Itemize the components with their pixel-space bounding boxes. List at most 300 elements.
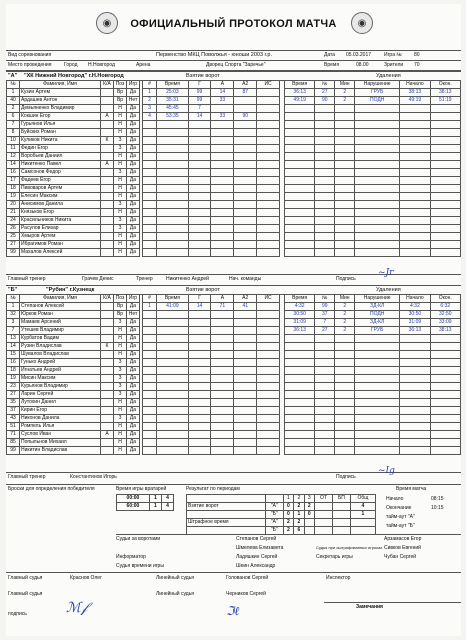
goal-row [143,249,280,257]
goal-time [157,447,189,455]
goal-assist2 [234,201,257,209]
penalty-start [400,161,430,169]
penalty-foul [355,241,400,249]
penalty-minutes [335,375,355,383]
col-number: № [7,81,20,89]
player-played: Да [127,121,140,129]
arena-label: Арена [136,62,151,68]
penalty-row [285,161,461,169]
penalty-start [400,407,430,415]
player-row [7,241,140,249]
goal-time [157,241,189,249]
goal-scorer [188,137,211,145]
goal-scorer [188,169,211,177]
col-assist: А [211,81,234,89]
goal-time [157,233,189,241]
player-row [7,415,140,423]
player-number: 43 [7,415,20,423]
goal-scorer [188,225,211,233]
penalty-minutes [335,177,355,185]
penalty-foul [355,129,400,137]
player-role [101,121,114,129]
player-played: Да [127,89,140,97]
goal-scorer: 7 [188,105,211,113]
player-played: Да [127,113,140,121]
player-position: З [114,367,127,375]
penalty-foul [355,359,400,367]
goal-number [143,145,157,153]
main-referee-label: Главный судья [8,575,43,581]
penalty-start [400,359,430,367]
player-played: Да [127,431,140,439]
goal-assist2 [234,399,257,407]
penalty-foul [355,209,400,217]
goal-number [143,161,157,169]
penalty-foul [355,153,400,161]
goal-row [143,89,280,97]
penalty-end [430,145,460,153]
player-number: 40 [7,97,20,105]
col-assist2: А2 [234,81,257,89]
penalty-end: 51:19 [430,97,460,105]
goal-number [143,249,157,257]
goal-time [157,431,189,439]
goal-assist [211,161,234,169]
penalty-foul [355,367,400,375]
penalty-minutes [335,415,355,423]
player-name: Ларин Сергей [20,391,101,399]
goal-situation [257,327,280,335]
goal-number [143,311,157,319]
line-referee-1: Голованов Сергей [226,575,269,581]
goal-row [143,177,280,185]
player-name: Гурьянов Илья [20,121,101,129]
penalty-end [430,351,460,359]
player-role [101,359,114,367]
penalty-row [285,233,461,241]
goal-scorer [188,423,211,431]
player-number: 2 [7,105,20,113]
player-role [101,447,114,455]
period-header-row [187,495,376,503]
goal-row [143,335,280,343]
penalty-time: 31:09 [285,319,315,327]
goal-assist [211,249,234,257]
penalty-time [285,177,315,185]
penalty-row [285,343,461,351]
penalty-start [400,217,430,225]
penalty-player [315,249,335,257]
goal-row [143,447,280,455]
period-label: 3 [304,495,314,503]
player-position: Н [114,439,127,447]
penalty-minutes [335,185,355,193]
penalty-start [400,225,430,233]
goal-row [143,137,280,145]
player-row [7,225,140,233]
goal-row [143,209,280,217]
player-name: Хмыров Артем [20,233,101,241]
player-name: Степанов Алексей [20,303,101,311]
penalty-end [430,407,460,415]
player-row [7,177,140,185]
pen-a-row-label: Штрафное время [187,519,266,527]
penalty-time [285,375,315,383]
penalty-foul: ГРУБ [355,89,400,97]
penalty-end [430,367,460,375]
goal-time [157,177,189,185]
player-role: К [101,137,114,145]
team-b-signature: ~Ig [378,466,395,476]
penalty-row [285,241,461,249]
pen-a-row-total [350,519,375,527]
player-row [7,105,140,113]
goal-situation [257,177,280,185]
player-position: Н [114,161,127,169]
goal-number: 2 [143,97,157,105]
penalty-player: 27 [315,327,335,335]
player-played: Да [127,423,140,431]
goal-scorer [188,201,211,209]
goal-row [143,169,280,177]
penalty-start [400,105,430,113]
penalty-end: 32:50 [430,311,460,319]
player-played: Нет [127,311,140,319]
goal-situation [257,383,280,391]
goal-assist [211,217,234,225]
penalty-time [285,137,315,145]
pen-a-row-value [304,519,314,527]
goal-time [157,129,189,137]
penalty-row [285,249,461,257]
goal-situation [257,359,280,367]
goal-time [157,399,189,407]
penalty-time [285,407,315,415]
player-number: 17 [7,177,20,185]
penalty-start [400,249,430,257]
player-row [7,343,140,351]
player-name: Ибрагимов Роман [20,241,101,249]
goal-assist [211,415,234,423]
penalty-minutes [335,383,355,391]
col-goal-num: # [143,81,157,89]
goal-situation [257,423,280,431]
goal-assist [211,241,234,249]
player-name: Утешев Владимир [20,327,101,335]
player-played: Да [127,359,140,367]
penalty-time [285,153,315,161]
player-position: Вр [114,97,127,105]
penalty-foul [355,423,400,431]
goal-situation [257,399,280,407]
penalty-player [315,153,335,161]
player-number: 7 [7,121,20,129]
shootout-label: Броски для определения победителя [8,486,95,492]
goal-assist2 [234,375,257,383]
player-role: А [101,161,114,169]
main-referee-label-2: Главный судья [8,591,43,597]
penalty-row [285,129,461,137]
referee-signature: ℳ𝒻 [66,600,88,616]
goal-time: 45:45 [157,105,189,113]
goal-assist [211,359,234,367]
player-played: Нет [127,97,140,105]
penalty-minutes [335,423,355,431]
goal-situation [257,311,280,319]
goal-scorer [188,431,211,439]
goal-row [143,415,280,423]
col-played: Игр [127,295,140,303]
penalty-end [430,359,460,367]
player-played: Да [127,383,140,391]
player-played: Да [127,185,140,193]
player-name: Елесин Максим [20,193,101,201]
penalty-time [285,439,315,447]
goal-situation [257,407,280,415]
informer: Ладяшкин Сергей [236,554,278,560]
penalty-player [315,351,335,359]
penalty-start [400,209,430,217]
penalty-row [285,121,461,129]
player-row [7,153,140,161]
player-row [7,249,140,257]
penalty-minutes [335,399,355,407]
goal-number [143,193,157,201]
penalty-end [430,169,460,177]
goal-scorer [188,233,211,241]
score-b-row-total: 1 [350,511,375,519]
goal-assist2 [234,97,257,105]
team-a-roster [6,80,140,257]
col-goal-time: Время [157,295,189,303]
goal-row [143,311,280,319]
penalty-start [400,391,430,399]
penalty-minutes [335,161,355,169]
goal-row [143,303,280,311]
goal-time [157,217,189,225]
penalty-player [315,201,335,209]
penalty-time [285,113,315,121]
goal-assist2: 90 [234,113,257,121]
goal-assist2 [234,129,257,137]
penalty-start [400,343,430,351]
penalty-end [430,415,460,423]
player-role [101,423,114,431]
col-pos: Поз [114,81,127,89]
goal-situation [257,391,280,399]
goal-scorer [188,241,211,249]
penalty-start [400,383,430,391]
goal-assist2 [234,351,257,359]
pens-a-header-row [285,81,461,89]
competition-label: Вид соревнования [8,52,52,58]
goal-number [143,359,157,367]
player-role: А [101,113,114,121]
penalty-row [285,319,461,327]
player-number: 51 [7,423,20,431]
goal-situation [257,89,280,97]
player-position: Н [114,431,127,439]
col-pen-start: Начало [400,81,430,89]
goal-row [143,319,280,327]
penalty-row [285,351,461,359]
penalty-time [285,447,315,455]
goal-number [143,391,157,399]
player-row [7,217,140,225]
player-played: Да [127,105,140,113]
goal-scorer: 99 [188,97,211,105]
goal-assist [211,311,234,319]
penalty-player [315,241,335,249]
penalty-start: 4:32 [400,303,430,311]
penalty-end [430,129,460,137]
goal-time [157,367,189,375]
goal-assist: 71 [211,303,234,311]
place-label: Место проведения [8,62,52,68]
penalty-start [400,367,430,375]
player-number: 25 [7,233,20,241]
penalty-end: 33:09 [430,319,460,327]
player-row [7,447,140,455]
penalty-foul [355,177,400,185]
penalty-player [315,399,335,407]
time-value: 08.00 [356,62,369,68]
goal-situation [257,97,280,105]
goal-number [143,351,157,359]
goal-number [143,439,157,447]
col-pos: Поз [114,295,127,303]
goal-row [143,161,280,169]
player-role [101,217,114,225]
player-position: Н [114,327,127,335]
penalty-foul: ПОДН [355,311,400,319]
player-role [101,415,114,423]
penalty-start: 49:19 [400,97,430,105]
player-row [7,137,140,145]
player-position: З [114,169,127,177]
player-role [101,177,114,185]
goal-scorer [188,145,211,153]
penalty-time [285,217,315,225]
referee-sign-label: подпись [8,611,27,617]
player-number: 13 [7,335,20,343]
goal-scorer [188,177,211,185]
goal-number [143,431,157,439]
goal-row [143,407,280,415]
goal-row [143,367,280,375]
goal-number: 3 [143,105,157,113]
player-number: 1 [7,303,20,311]
goal-scorer [188,193,211,201]
goal-situation [257,169,280,177]
penalty-foul [355,225,400,233]
player-number: 11 [7,145,20,153]
period-results [186,494,376,535]
player-name: Игнатьев Андрей [20,367,101,375]
team-b-pen-title: Удаления [376,287,401,293]
player-position: Н [114,233,127,241]
penalty-start [400,375,430,383]
penalty-foul [355,185,400,193]
protocol-page [6,4,461,636]
penalty-foul [355,391,400,399]
federation-logo-icon: ◉ [351,12,373,34]
goal-number [143,169,157,177]
pen-b-row-team: "Б" [265,527,283,535]
goal-scorer [188,415,211,423]
player-role [101,383,114,391]
goal-row [143,153,280,161]
col-pen-end: Окон. [430,81,460,89]
penalty-foul [355,439,400,447]
player-position: З [114,201,127,209]
player-name: Мамаев Арсений [20,319,101,327]
penalty-time [285,359,315,367]
goal-assist2 [234,391,257,399]
player-row [7,209,140,217]
player-row [7,335,140,343]
player-position: З [114,359,127,367]
result-label: Результат по периодам [186,486,240,492]
goal-time: 53:35 [157,113,189,121]
penalty-time: 36:13 [285,327,315,335]
pen-a-row-value: 2 [294,519,304,527]
goal-time [157,391,189,399]
penalty-time: 30:50 [285,311,315,319]
penalty-foul: ЗД-КЛ [355,303,400,311]
goal-row [143,399,280,407]
penalty-end [430,241,460,249]
player-position: Вр [114,303,127,311]
penalty-start: 31:09 [400,319,430,327]
team-a-sign-label: Подпись [336,276,356,282]
goal-situation [257,439,280,447]
team-a-signature: ~Jr [378,268,394,278]
penalty-row [285,97,461,105]
goal-row [143,351,280,359]
goal-time [157,359,189,367]
player-position: Н [114,209,127,217]
goal-time [157,121,189,129]
penalty-start [400,201,430,209]
penalty-minutes [335,169,355,177]
player-role [101,129,114,137]
goal-assist [211,335,234,343]
player-number: 8 [7,129,20,137]
penalty-minutes [335,249,355,257]
player-played: Да [127,415,140,423]
player-played: Да [127,439,140,447]
roster-a-header-row [7,81,140,89]
goal-number [143,407,157,415]
penalty-time [285,161,315,169]
goal-number [143,121,157,129]
goal-row [143,343,280,351]
penalty-foul [355,343,400,351]
score-b-row-value [315,511,333,519]
spectators-label: Зрители [384,62,404,68]
goal-assist [211,343,234,351]
end-label: Окончание [386,505,412,511]
team-b-name: "Рубин" г.Кузнецк [46,287,95,293]
col-pen-start: Начало [400,295,430,303]
team-a-pen-title: Удаления [376,73,401,79]
penalty-time [285,209,315,217]
player-position: Н [114,335,127,343]
goal-assist2 [234,161,257,169]
player-number: 18 [7,367,20,375]
col-pen-foul: Нарушение [355,81,400,89]
